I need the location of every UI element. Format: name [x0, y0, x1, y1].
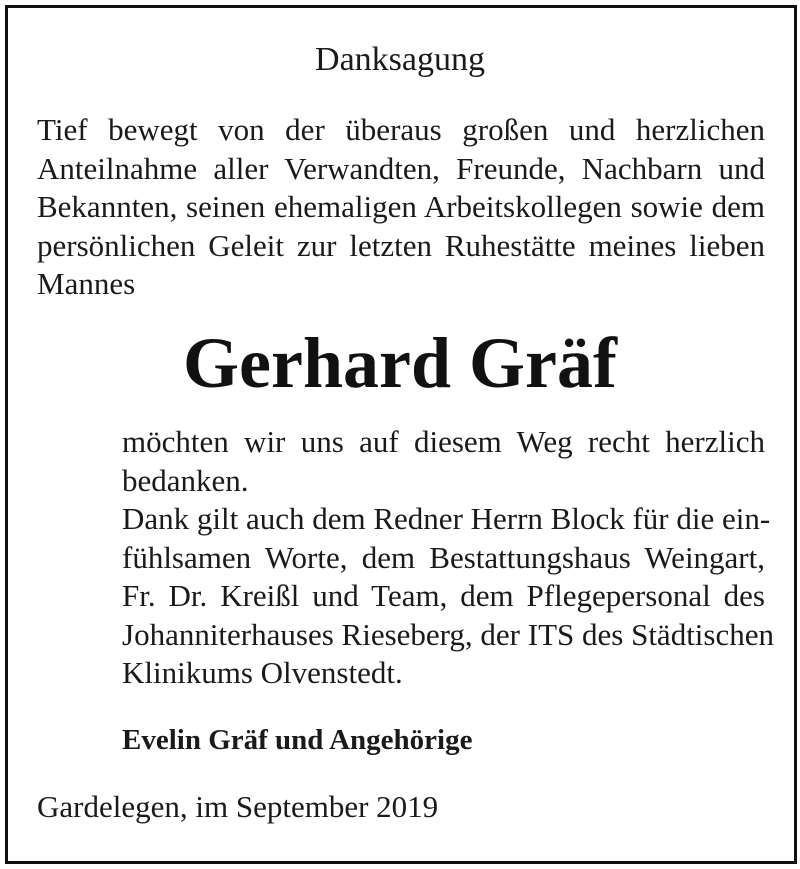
place-and-date: Gardelegen, im September 2019 — [37, 789, 439, 824]
signature: Evelin Gräf und Angehörige — [122, 724, 473, 756]
thanks-line: möchten wir uns auf diesem Weg recht herzlich — [122, 424, 765, 459]
notice-heading: Danksagung — [315, 41, 485, 78]
thanks-line: Fr. Dr. Kreißl und Team, dem Pflegepersonal des — [122, 578, 765, 613]
thanks-line: Klinikums Olvenstedt. — [122, 655, 403, 690]
deceased-name: Gerhard Gräf — [183, 323, 617, 403]
intro-paragraph — [37, 111, 765, 304]
intro-line: Anteilnahme aller Verwandten, Freunde, Nachbarn und — [37, 150, 765, 186]
thanks-line: bedanken. — [122, 462, 249, 498]
thanks-line: fühlsamen Worte, dem Bestattungshaus Weingart, — [122, 539, 765, 575]
intro-line: Bekannten, seinen ehemaligen Arbeitskollegen sowie dem — [37, 189, 765, 224]
intro-line: persönlichen Geleit zur letzten Ruhestätte meines lieben — [37, 227, 765, 263]
intro-line: Tief bewegt von der überaus großen und herzlichen — [37, 112, 765, 147]
thanks-line: Dank gilt auch dem Redner Herrn Block für die ein- — [122, 501, 771, 536]
thanks-line: Johanniterhauses Rieseberg, der ITS des Städtischen — [122, 616, 774, 652]
thanks-paragraph — [122, 423, 774, 693]
intro-line: Mannes — [37, 266, 136, 301]
